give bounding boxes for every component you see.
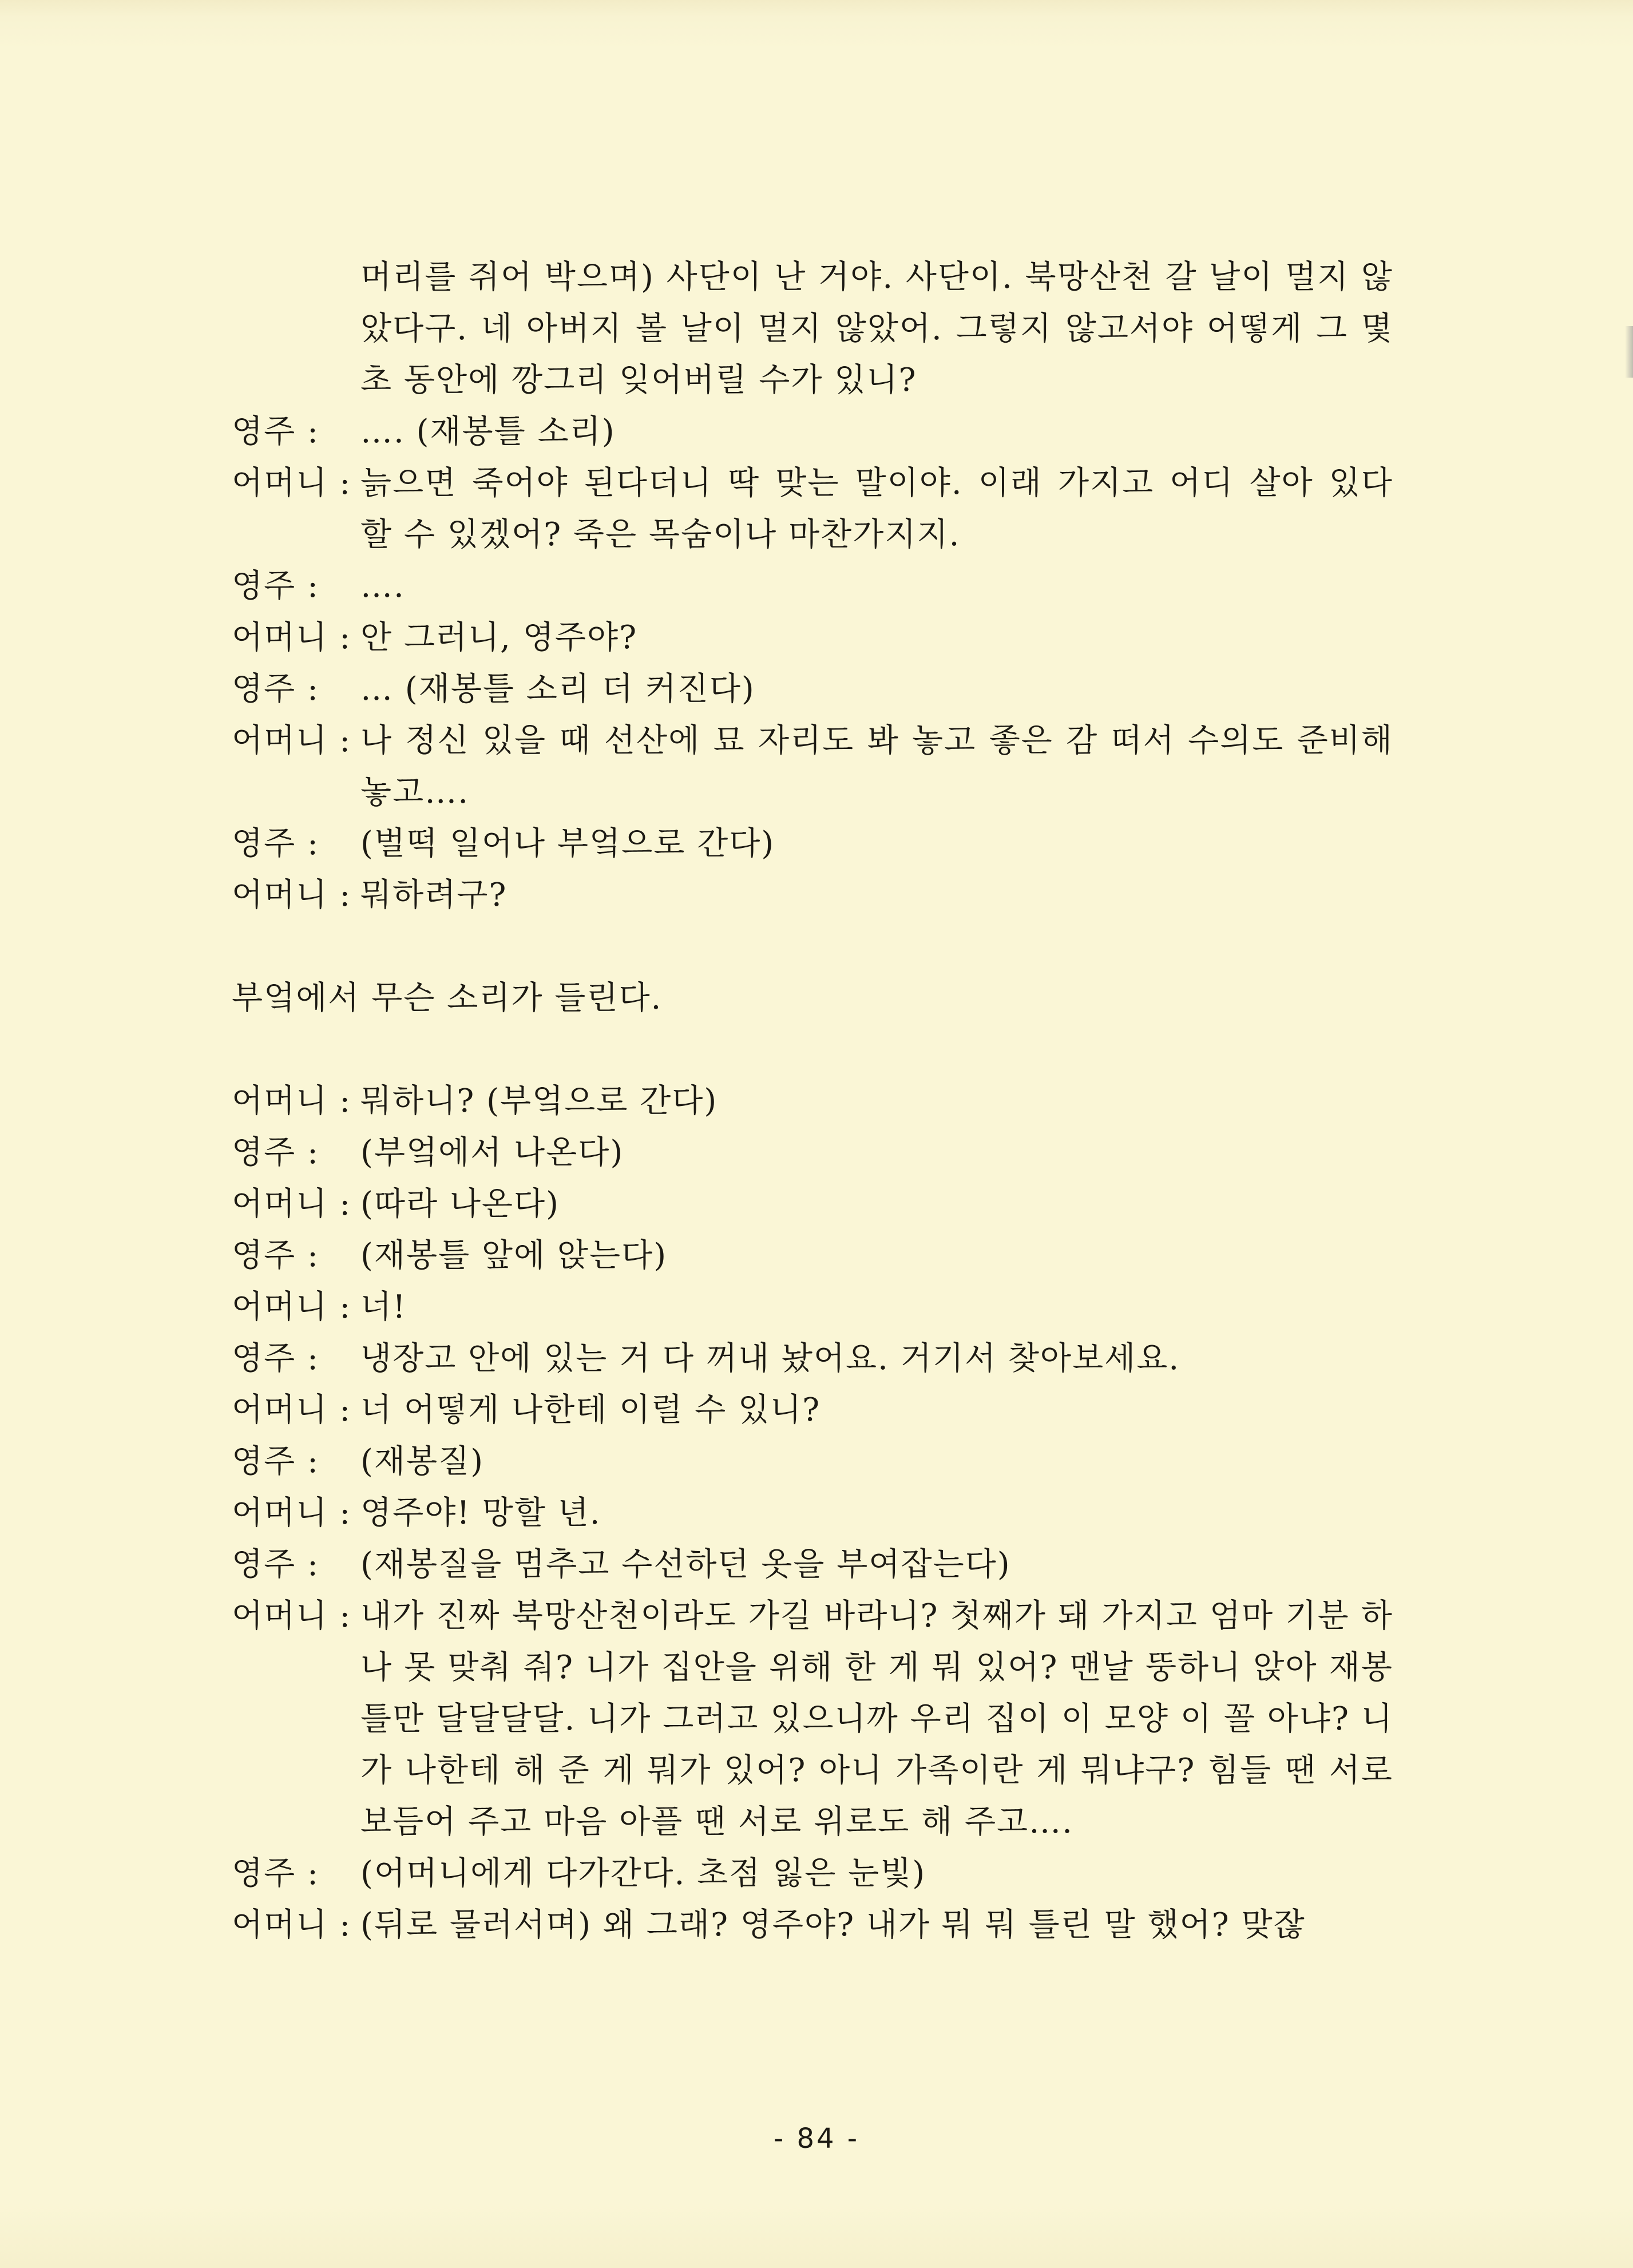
blank-gap bbox=[232, 921, 1393, 973]
speaker-label: 어머니 : bbox=[232, 465, 351, 502]
dialogue-text: 안 그러니, 영주야? bbox=[360, 619, 638, 656]
dialogue-line bbox=[232, 1076, 1393, 1127]
dialogue-text: (뒤로 물러서며) 왜 그래? 영주야? 내가 뭐 뭐 틀린 말 했어? 맞잖 bbox=[360, 1906, 1306, 1944]
speaker-label: 어머니 : bbox=[232, 1391, 351, 1429]
speaker-label: 영주 : bbox=[232, 1340, 319, 1377]
dialogue-text: (재봉질) bbox=[360, 1443, 484, 1480]
dialogue-line bbox=[232, 612, 1393, 664]
dialogue-text: 너! bbox=[360, 1288, 407, 1326]
stage-direction: 부엌에서 무슨 소리가 들린다. bbox=[232, 980, 663, 1017]
continuation-line bbox=[232, 252, 1393, 406]
speaker-label: 영주 : bbox=[232, 1855, 319, 1892]
dialogue-text: 뭐하니? (부엌으로 간다) bbox=[360, 1083, 718, 1120]
dialogue-line bbox=[232, 870, 1393, 921]
dialogue-line bbox=[232, 1282, 1393, 1333]
dialogue-text: (어머니에게 다가간다. 초점 잃은 눈빛) bbox=[360, 1855, 926, 1892]
dialogue-line bbox=[232, 561, 1393, 612]
dialogue-text: (따라 나온다) bbox=[360, 1185, 560, 1223]
script-body bbox=[232, 252, 1393, 1951]
dialogue-text: … (재봉틀 소리 더 커진다) bbox=[360, 671, 755, 708]
dialogue-line bbox=[232, 1436, 1393, 1488]
dialogue-text: 냉장고 안에 있는 거 다 꺼내 놨어요. 거기서 찾아보세요. bbox=[360, 1340, 1180, 1377]
speaker-label: 영주 : bbox=[232, 671, 319, 708]
dialogue-line bbox=[232, 715, 1393, 818]
dialogue-line bbox=[232, 1230, 1393, 1282]
dialogue-line bbox=[232, 1179, 1393, 1230]
speaker-label: 어머니 : bbox=[232, 1185, 351, 1223]
speaker-label: 어머니 : bbox=[232, 1906, 351, 1944]
dialogue-block-2 bbox=[232, 1076, 1393, 1951]
speaker-label: 어머니 : bbox=[232, 877, 351, 914]
speaker-label: 영주 : bbox=[232, 1443, 319, 1480]
dialogue-text: 머리를 쥐어 박으며) 사단이 난 거야. 사단이. 북망산천 갈 날이 멀지 않았다구. 네 아버지 볼 날이 멀지 않았어. 그렇지 않고서야 어떻게 그 몇 초 동안에 깡그리 잊어버릴 수가 있니? bbox=[360, 259, 1393, 399]
speaker-label: 어머니 : bbox=[232, 619, 351, 656]
page-number: - 84 - bbox=[773, 2123, 860, 2155]
speaker-label: 어머니 : bbox=[232, 1597, 351, 1635]
dialogue-line bbox=[232, 1539, 1393, 1591]
dialogue-text: 영주야! 망할 년. bbox=[360, 1494, 601, 1532]
speaker-label: 영주 : bbox=[232, 413, 319, 450]
dialogue-line bbox=[232, 1127, 1393, 1179]
dialogue-line bbox=[232, 458, 1393, 561]
dialogue-text: 나 정신 있을 때 선산에 묘 자리도 봐 놓고 좋은 감 떠서 수의도 준비해 놓고…. bbox=[360, 722, 1393, 811]
dialogue-line bbox=[232, 1591, 1393, 1848]
scan-edge-mark bbox=[1625, 326, 1633, 378]
dialogue-line bbox=[232, 1900, 1393, 1951]
dialogue-block-1 bbox=[232, 406, 1393, 921]
dialogue-text: (부엌에서 나온다) bbox=[360, 1134, 624, 1171]
speaker-label: 어머니 : bbox=[232, 1083, 351, 1120]
dialogue-line bbox=[232, 1848, 1393, 1900]
dialogue-line bbox=[232, 664, 1393, 715]
dialogue-text: 늙으면 죽어야 된다더니 딱 맞는 말이야. 이래 가지고 어디 살아 있다 할 수 있겠어? 죽은 목숨이나 마찬가지지. bbox=[360, 465, 1393, 553]
dialogue-text: …. (재봉틀 소리) bbox=[360, 413, 616, 450]
speaker-label: 어머니 : bbox=[232, 1494, 351, 1532]
dialogue-line bbox=[232, 406, 1393, 458]
speaker-label: 영주 : bbox=[232, 1546, 319, 1583]
dialogue-line bbox=[232, 818, 1393, 870]
dialogue-text: (벌떡 일어나 부엌으로 간다) bbox=[360, 825, 775, 862]
speaker-label: 영주 : bbox=[232, 1134, 319, 1171]
dialogue-text: …. bbox=[360, 568, 405, 605]
speaker-label: 영주 : bbox=[232, 1237, 319, 1274]
speaker-label: 어머니 : bbox=[232, 722, 351, 759]
dialogue-line bbox=[232, 1488, 1393, 1539]
blank-gap bbox=[232, 1024, 1393, 1076]
dialogue-text: 너 어떻게 나한테 이럴 수 있니? bbox=[360, 1391, 821, 1429]
speaker-label: 영주 : bbox=[232, 825, 319, 862]
dialogue-text: (재봉틀 앞에 앉는다) bbox=[360, 1237, 668, 1274]
dialogue-text: (재봉질을 멈추고 수선하던 옷을 부여잡는다) bbox=[360, 1546, 1011, 1583]
dialogue-line bbox=[232, 1385, 1393, 1436]
dialogue-text: 뭐하려구? bbox=[360, 877, 508, 914]
dialogue-line bbox=[232, 1333, 1393, 1385]
dialogue-text: 내가 진짜 북망산천이라도 가길 바라니? 첫째가 돼 가지고 엄마 기분 하나 못 맞춰 줘? 니가 집안을 위해 한 게 뭐 있어? 맨날 뚱하니 앉아 재봉틀만 달달달달. 니가 그러고 있으니까 우리 집이 이 모양 이 꼴 아냐? 니가 나한테 해 준 게 뭐가 있어? 아니 가족이란 게 뭐냐구? 힘들 땐 서로 보듬어 주고 마음 아플 땐 서로 위로도 해 주고…. bbox=[360, 1597, 1393, 1841]
speaker-label: 어머니 : bbox=[232, 1288, 351, 1326]
speaker-label: 영주 : bbox=[232, 568, 319, 605]
